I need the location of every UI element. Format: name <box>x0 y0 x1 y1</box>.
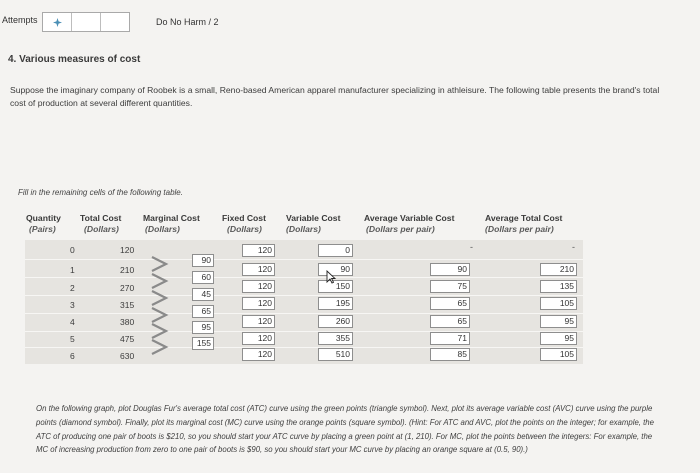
total-cost-cell: 270 <box>120 283 135 293</box>
variable-cost-input[interactable]: 195 <box>318 297 353 310</box>
row-divider <box>25 277 583 278</box>
variable-cost-input[interactable]: 150 <box>318 280 353 293</box>
header-title: Total Cost <box>80 213 122 223</box>
variable-cost-input[interactable]: 260 <box>318 315 353 328</box>
total-cost-cell: 315 <box>120 300 135 310</box>
row-divider <box>25 313 583 314</box>
fixed-cost-input[interactable]: 120 <box>242 244 275 257</box>
fill-instruction: Fill in the remaining cells of the following table. <box>18 188 183 197</box>
quantity-cell: 3 <box>70 300 75 310</box>
quantity-cell: 0 <box>70 245 75 255</box>
attempt-slot <box>72 13 101 31</box>
avc-input[interactable]: 85 <box>430 348 470 361</box>
atc-input[interactable]: 105 <box>540 297 577 310</box>
avc-input[interactable]: 65 <box>430 315 470 328</box>
header-title: Marginal Cost <box>143 213 200 223</box>
quantity-cell: 4 <box>70 317 75 327</box>
section-title: 4. Various measures of cost <box>8 54 141 65</box>
chevron-right-icon <box>150 339 170 355</box>
total-cost-cell: 380 <box>120 317 135 327</box>
fixed-cost-input[interactable]: 120 <box>242 315 275 328</box>
quantity-cell: 2 <box>70 283 75 293</box>
atc-input[interactable]: 105 <box>540 348 577 361</box>
cursor-icon <box>326 270 336 284</box>
chevron-right-icon <box>150 323 170 339</box>
header-title: Average Total Cost <box>485 213 563 223</box>
variable-cost-input[interactable]: 355 <box>318 332 353 345</box>
fixed-cost-input[interactable]: 120 <box>242 297 275 310</box>
avc-input[interactable]: 71 <box>430 332 470 345</box>
total-cost-cell: 475 <box>120 334 135 344</box>
chevron-right-icon <box>150 307 170 323</box>
row-divider <box>25 295 583 296</box>
header-fixed-cost <box>222 213 266 235</box>
header-average-variable-cost <box>364 213 454 235</box>
graph-instructions: On the following graph, plot Douglas Fur's average total cost (ATC) curve using the green points (triangle symbol). Next, plot its average variable cost (AVC) curve using the purple points (diamond symbol). Finally, plot its marginal cost (MC) curve using the orange points (square symbol). (Hint: For ATC and AVC, plot the points on the integer; for example, the ATC of producing one pair of boots is $210, so you should start your ATC curve by placing a green point at (1, 210). For MC, plot the points between the integers: For example, the MC of increasing production from zero to one pair of boots is $90, so you should start your MC curve by placing an orange square at (0.5, 90).) <box>36 404 654 455</box>
quantity-cell: 6 <box>70 351 75 361</box>
quantity-cell: 5 <box>70 334 75 344</box>
header-variable-cost <box>286 213 340 235</box>
intro-text: Suppose the imaginary company of Roobek is a small, Reno-based American apparel manufacturer specializing in athleisure. The following table presents the brand's total cost of production at several different quantities. <box>10 85 660 108</box>
chevron-right-icon <box>150 273 170 289</box>
avc-input[interactable]: 90 <box>430 263 470 276</box>
header-title: Fixed Cost <box>222 213 266 223</box>
atc-placeholder: - <box>572 242 575 252</box>
variable-cost-input[interactable]: 0 <box>318 244 353 257</box>
marginal-cost-input[interactable]: 95 <box>192 321 214 334</box>
marginal-cost-input[interactable]: 155 <box>192 337 214 350</box>
header-sub: (Pairs) <box>29 224 56 234</box>
header-marginal-cost <box>143 213 200 235</box>
row-divider <box>25 347 583 348</box>
attempt-slot <box>101 13 129 31</box>
diamond-icon <box>43 13 72 31</box>
chevron-right-icon <box>150 290 170 306</box>
header-sub: (Dollars per pair) <box>485 224 554 234</box>
attempts-indicator <box>42 12 130 32</box>
header-total-cost <box>80 213 121 235</box>
header-sub: (Dollars) <box>227 224 262 234</box>
avc-placeholder: - <box>470 242 473 252</box>
marginal-cost-input[interactable]: 90 <box>192 254 214 267</box>
marginal-cost-input[interactable]: 65 <box>192 305 214 318</box>
header-title: Average Variable Cost <box>364 213 455 223</box>
attempts-label: Attempts <box>2 15 38 25</box>
quantity-cell: 1 <box>70 265 75 275</box>
fixed-cost-input[interactable]: 120 <box>242 348 275 361</box>
atc-input[interactable]: 210 <box>540 263 577 276</box>
header-sub: (Dollars) <box>286 224 321 234</box>
header-title: Variable Cost <box>286 213 341 223</box>
fixed-cost-input[interactable]: 120 <box>242 332 275 345</box>
marginal-cost-input[interactable]: 45 <box>192 288 214 301</box>
avc-input[interactable]: 65 <box>430 297 470 310</box>
atc-input[interactable]: 95 <box>540 332 577 345</box>
chevron-right-icon <box>150 256 170 272</box>
total-cost-cell: 630 <box>120 351 135 361</box>
header-quantity <box>26 213 61 235</box>
header-sub: (Dollars) <box>84 224 119 234</box>
grade-text: Do No Harm / 2 <box>156 17 219 27</box>
header-average-total-cost <box>485 213 562 235</box>
marginal-cost-input[interactable]: 60 <box>192 271 214 284</box>
fixed-cost-input[interactable]: 120 <box>242 263 275 276</box>
total-cost-cell: 120 <box>120 245 135 255</box>
variable-cost-input[interactable]: 510 <box>318 348 353 361</box>
total-cost-cell: 210 <box>120 265 135 275</box>
atc-input[interactable]: 135 <box>540 280 577 293</box>
header-title: Quantity <box>26 213 61 223</box>
header-sub: (Dollars per pair) <box>366 224 435 234</box>
variable-cost-input[interactable]: 90 <box>318 263 353 276</box>
header-sub: (Dollars) <box>145 224 180 234</box>
atc-input[interactable]: 95 <box>540 315 577 328</box>
fixed-cost-input[interactable]: 120 <box>242 280 275 293</box>
avc-input[interactable]: 75 <box>430 280 470 293</box>
row-divider <box>25 331 583 332</box>
top-bar <box>0 0 700 44</box>
row-divider <box>25 259 583 260</box>
